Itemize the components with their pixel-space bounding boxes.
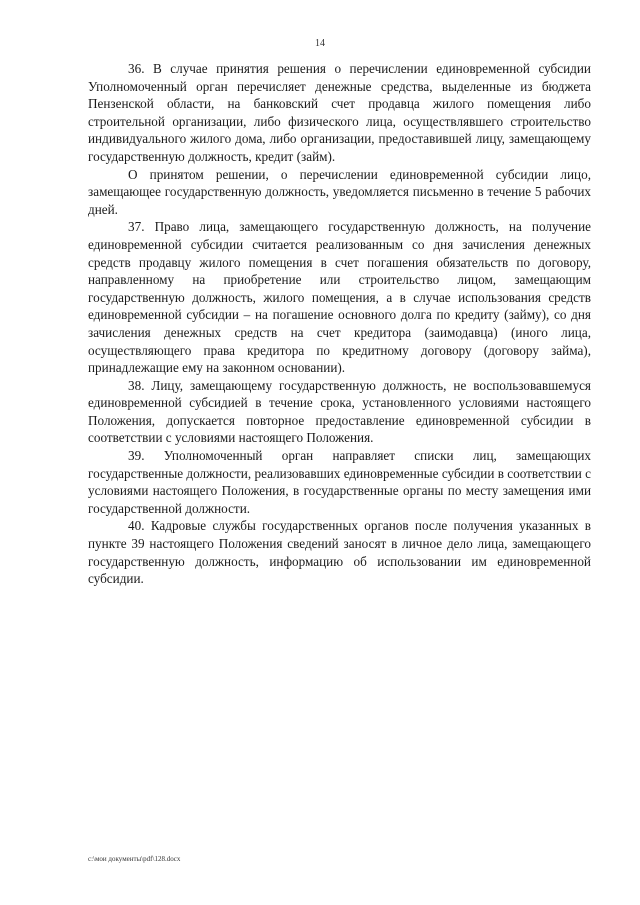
paragraph-37: 37. Право лица, замещающего государственную должность, на получение единовременной субсидии считается реализованным со дня зачисления денежных средств продавцу жилого помещения в счет погашения обязательств по договору, направленному на приобретение или строительство лицом, замещающим государственную должность, жилого помещения, а в случае использования средств единовременной субсидии – на погашение основного долга по кредиту (займу), со дня зачисления денежных средств на счет кредитора (заимодавца) (иного лица, осуществляющего права кредитора по кредитному договору (договору займа), принадлежащие ему на законном основании). xyxy=(88,219,591,376)
paragraph-39: 39. Уполномоченный орган направляет списки лиц, замещающих государственные должности, реализовавших единовременные субсидии в соответствии с условиями настоящего Положения, в государственные органы по месту замещения ими государственной должности. xyxy=(88,448,591,516)
page-number: 14 xyxy=(315,38,325,49)
paragraph-36-notice: О принятом решении, о перечислении единовременной субсидии лицо, замещающее государственную должность, уведомляется письменно в течение 5 рабочих дней. xyxy=(88,166,591,217)
paragraph-36: 36. В случае принятия решения о перечислении единовременной субсидии Уполномоченный орган перечисляет денежные средства, выделенные из бюджета Пензенской области, на банковский счет продавца жилого помещения либо строительной организации, либо физического лица, осуществлявшего строительство индивидуального жилого дома, либо организации, предоставившей лицу, замещающему государственную должность, кредит (займ). xyxy=(88,61,591,164)
document-body xyxy=(88,60,591,588)
footer-file-path: c:\мои документы\pdf\128.docx xyxy=(88,855,181,863)
paragraph-38: 38. Лицу, замещающему государственную должность, не воспользовавшемуся единовременной субсидией в течение срока, установленного условиями настоящего Положения, допускается повторное предоставление единовременной субсидии в соответствии с условиями настоящего Положения. xyxy=(88,377,591,446)
paragraph-40: 40. Кадровые службы государственных органов после получения указанных в пункте 39 настоящего Положения сведений заносят в личное дело лица, замещающего государственную должность, информацию об использовании им единовременной субсидии. xyxy=(88,518,591,587)
